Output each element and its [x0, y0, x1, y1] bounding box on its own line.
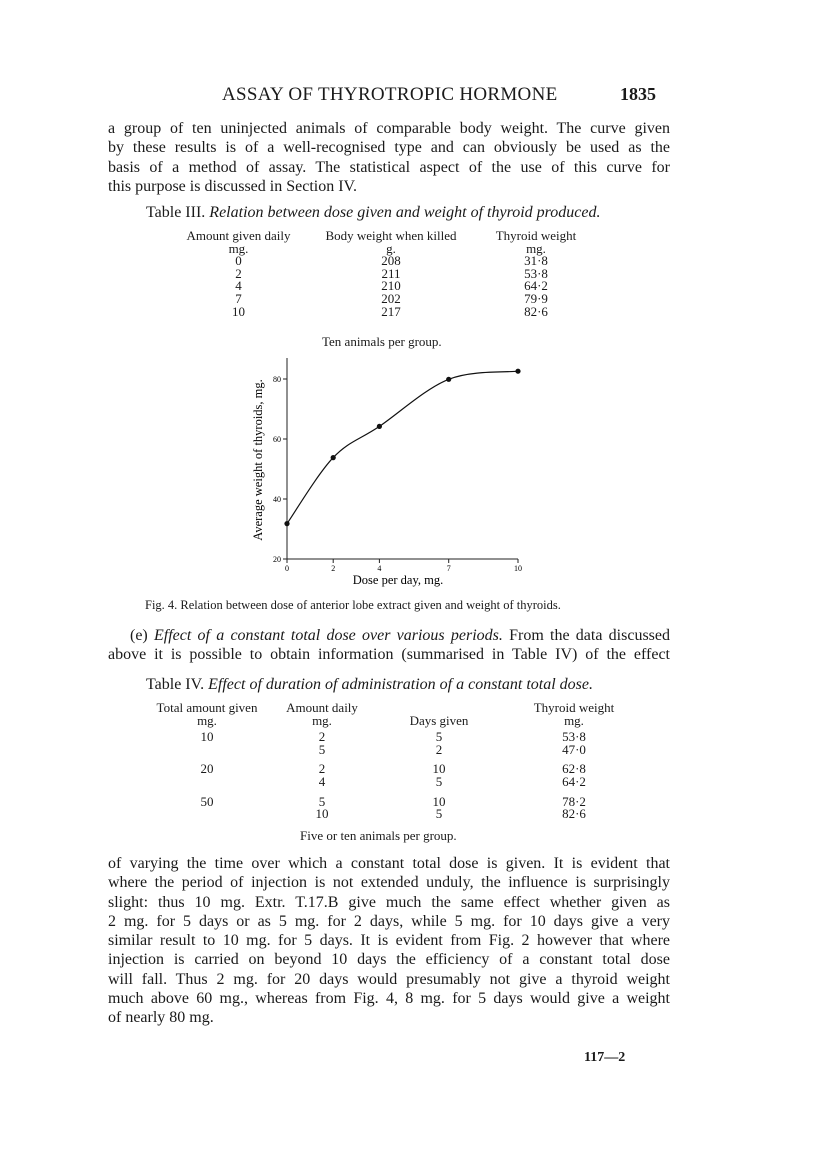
- x-tick-label: 10: [514, 564, 522, 573]
- table-row: 5 2 47·0: [318, 741, 586, 757]
- x-tick-label: 4: [377, 564, 382, 573]
- text-line: 2 mg. for 5 days or as 5 mg. for 2 days, while 5 mg. for 10 days give a very: [108, 912, 670, 930]
- table3-caption: [146, 204, 600, 222]
- text-line: (e) Effect of a constant total dose over various periods. From the data discussed: [130, 627, 671, 644]
- text-line: where the period of injection is not extended unduly, the influence is surprisingly: [108, 874, 670, 892]
- y-tick-label: 80: [273, 375, 281, 384]
- figure4-caption: Fig. 4. Relation between dose of anterior lobe extract given and weight of thyroids.: [145, 598, 561, 612]
- y-tick-label: 60: [273, 435, 281, 444]
- table4: [144, 702, 644, 821]
- table-row: 2 211 53·8: [235, 265, 548, 281]
- text-line: of nearly 80 mg.: [108, 1009, 214, 1027]
- y-tick-label: 40: [273, 495, 281, 504]
- table-row: 10 217 82·6: [232, 303, 548, 319]
- table-row: 7 202 79·9: [235, 290, 548, 306]
- section-e-heading: Effect of a constant total dose over various periods.: [154, 627, 503, 644]
- data-points: [284, 369, 520, 527]
- paragraph-intro: [108, 119, 670, 196]
- data-point: [515, 369, 520, 374]
- y-axis-label: Average weight of thyroids, mg.: [251, 379, 265, 541]
- data-point: [284, 521, 289, 526]
- table3-label: Table III.: [146, 204, 206, 221]
- x-tick-label: 7: [446, 564, 451, 573]
- x-tick-label: 0: [285, 564, 289, 573]
- table3-header: Thyroid weight mg.: [495, 228, 577, 256]
- signature-mark: 117—2: [584, 1050, 626, 1065]
- text-line: this purpose is discussed in Section IV.: [108, 177, 358, 195]
- paragraph-discussion: [108, 854, 670, 1028]
- text-line: basis of a method of assay. The statistical aspect of the use of this curve for: [108, 158, 670, 176]
- data-point: [446, 377, 451, 382]
- text-line: of varying the time over which a constant total dose is given. It is evident that: [108, 855, 670, 872]
- y-tick-label: 20: [273, 555, 281, 564]
- table-row: 0 208 31·8: [235, 253, 548, 269]
- text-line: a group of ten uninjected animals of comparable body weight. The curve given: [108, 120, 670, 137]
- table-row: 20 2 10 62·8: [200, 761, 586, 777]
- table4-label: Table IV.: [146, 676, 205, 693]
- table4-header: Thyroid weight mg.: [533, 700, 615, 728]
- table-row: 10 2 5 53·8: [200, 729, 586, 745]
- x-tick-label: 2: [331, 564, 336, 573]
- table3-note: Ten animals per group.: [322, 334, 442, 349]
- table4-header: Days given: [409, 712, 469, 728]
- table4-caption: [146, 676, 593, 694]
- running-title: ASSAY OF THYROTROPIC HORMONE: [222, 84, 558, 105]
- text-line: above it is possible to obtain information (summarised in Table IV) of the effect: [108, 646, 670, 664]
- text-line: slight: thus 10 mg. Extr. T.17.B give much the same effect whether given as: [108, 893, 670, 911]
- table4-note: Five or ten animals per group.: [300, 828, 457, 843]
- y-ticks: [273, 375, 287, 564]
- text-line: similar result to 10 mg. for 5 days. It is evident from Fig. 2 however that where: [108, 932, 670, 950]
- table3-title: Relation between dose given and weight of thyroid produced.: [209, 204, 601, 221]
- table-row: 4 210 64·2: [235, 278, 548, 294]
- x-axis-label: Dose per day, mg.: [352, 573, 444, 587]
- table4-header: Total amount given mg.: [156, 700, 258, 728]
- text-line: injection is carried on beyond 10 days the efficiency of a constant total dose: [108, 951, 670, 969]
- text-line: much above 60 mg., whereas from Fig. 4, 8 mg. for 5 days would give a weight: [108, 990, 670, 1008]
- table-row: 10 5 82·6: [315, 806, 586, 822]
- page-number: 1835: [620, 84, 656, 104]
- table4-header: Amount daily mg.: [286, 700, 358, 728]
- x-ticks: [285, 559, 522, 573]
- table3-header: Amount given daily mg.: [186, 228, 291, 256]
- data-point: [377, 424, 382, 429]
- section-e-paragraph: [108, 626, 670, 665]
- figure4-chart: [240, 350, 540, 595]
- data-point: [331, 455, 336, 460]
- table3: [166, 230, 601, 318]
- table3-header: Body weight when killed g.: [325, 228, 457, 256]
- text-line: by these results is of a well-recognised type and can obviously be used as the: [108, 139, 670, 157]
- table4-title: Effect of duration of administration of a constant total dose.: [208, 676, 594, 693]
- text-line: will fall. Thus 2 mg. for 20 days would presumably not give a thyroid weight: [108, 970, 670, 988]
- table-row: 50 5 10 78·2: [200, 793, 586, 809]
- table-row: 4 5 64·2: [318, 773, 586, 789]
- fitted-curve: [287, 371, 518, 523]
